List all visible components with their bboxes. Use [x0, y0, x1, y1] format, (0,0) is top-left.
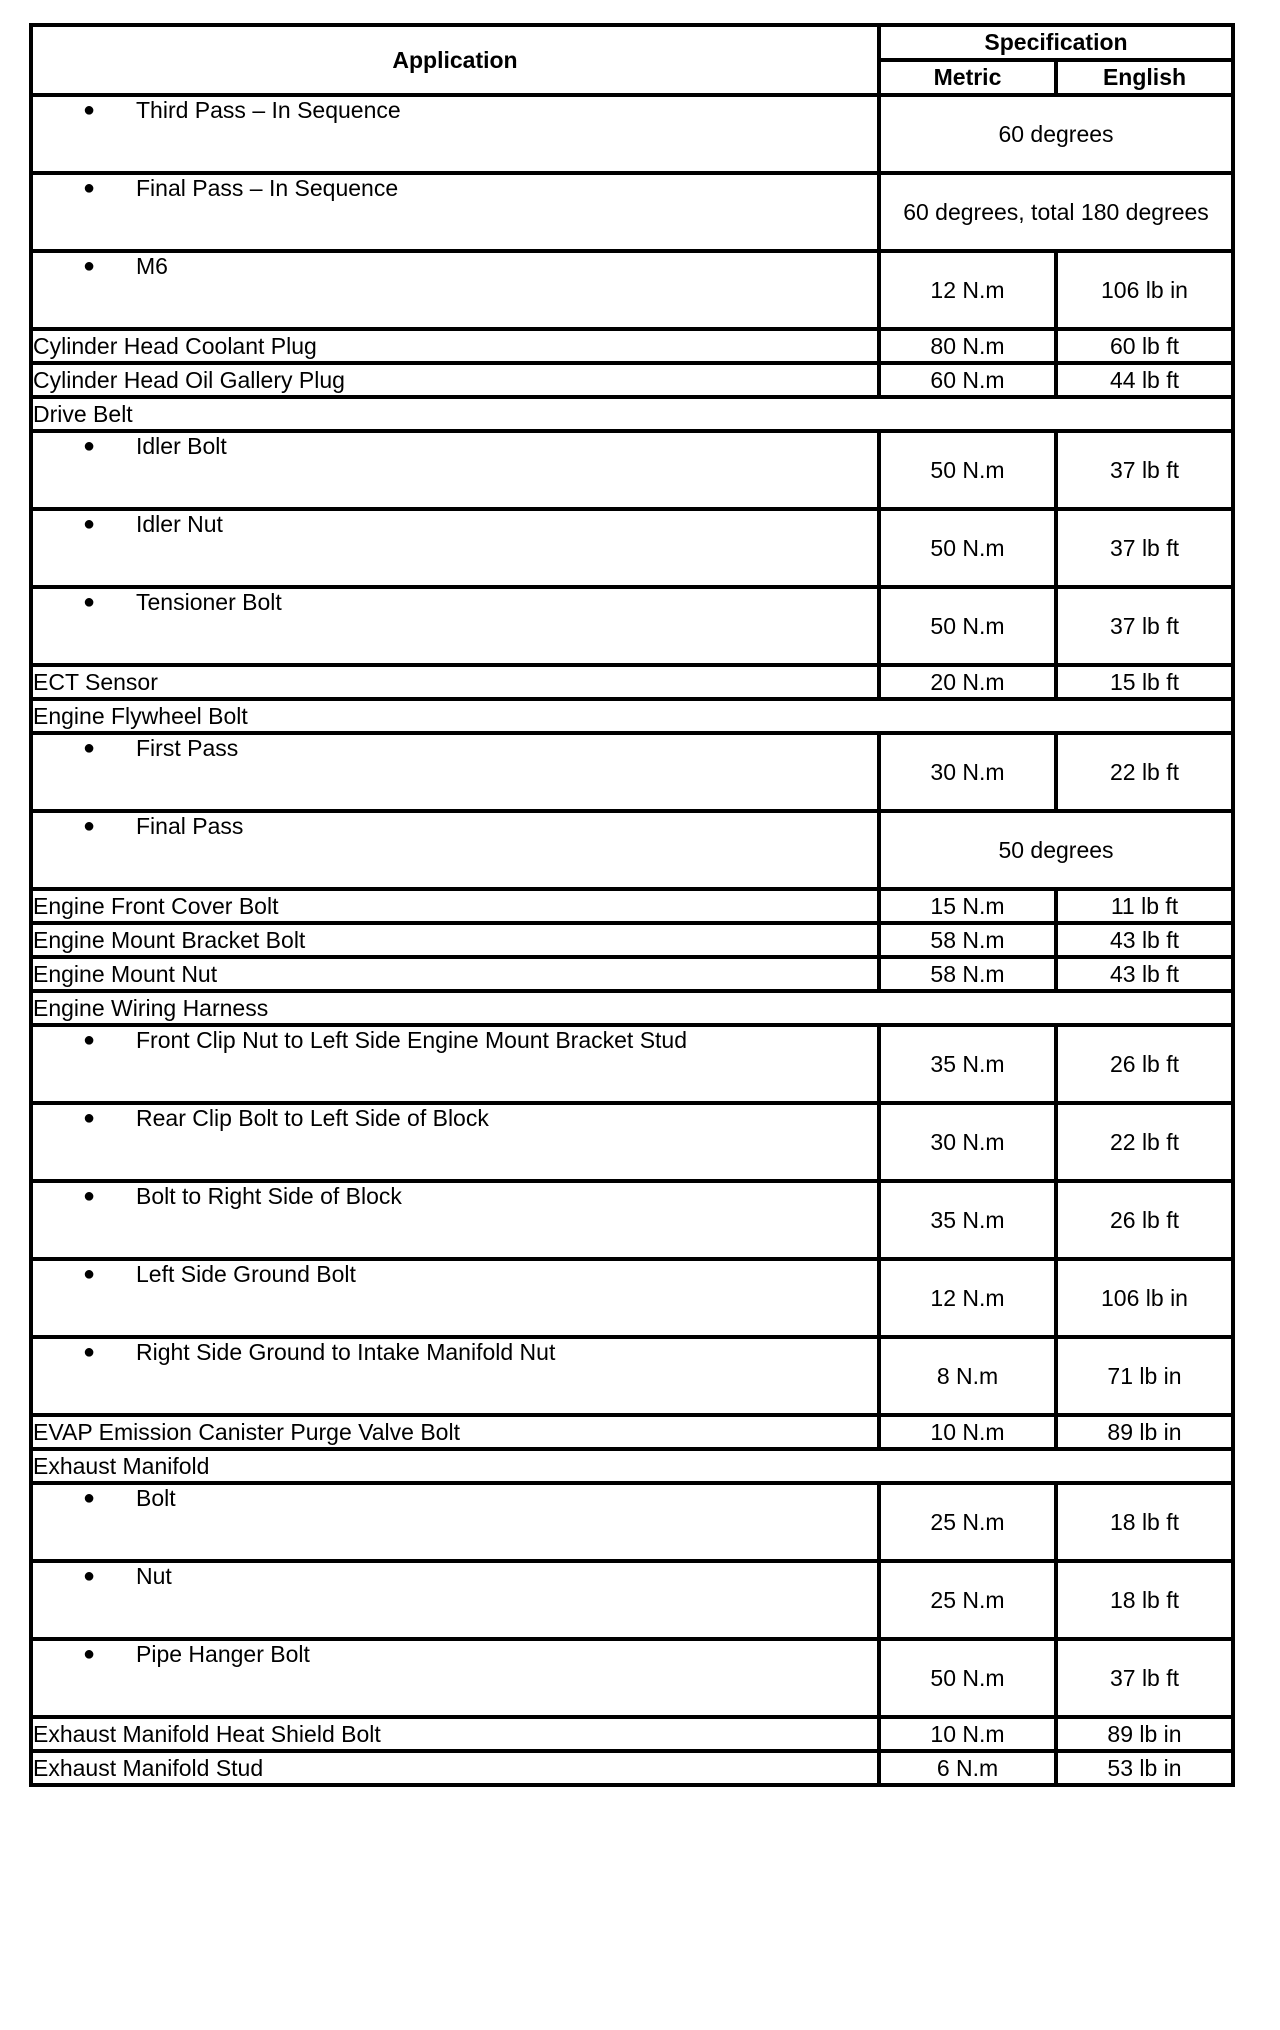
table-row: [31, 1025, 1233, 1103]
application-label: Cylinder Head Coolant Plug: [31, 329, 879, 363]
application-cell: [31, 95, 879, 173]
application-cell: [31, 1561, 879, 1639]
metric-value: 10 N.m: [879, 1717, 1056, 1751]
bullet-icon: ●: [83, 1341, 96, 1363]
bullet-icon: ●: [83, 1643, 96, 1665]
table-row: [31, 1337, 1233, 1415]
table-row: [31, 363, 1233, 397]
metric-value: 50 N.m: [879, 509, 1056, 587]
table-row: [31, 733, 1233, 811]
table-body: [31, 95, 1233, 1785]
header-specification: Specification: [879, 25, 1233, 60]
english-value: 18 lb ft: [1056, 1561, 1233, 1639]
application-label: Cylinder Head Oil Gallery Plug: [31, 363, 879, 397]
metric-value: 50 N.m: [879, 1639, 1056, 1717]
english-value: 89 lb in: [1056, 1717, 1233, 1751]
bullet-icon: ●: [83, 1487, 96, 1509]
section-label: Drive Belt: [31, 397, 1233, 431]
application-label: Third Pass – In Sequence: [136, 97, 401, 123]
application-label: Exhaust Manifold Heat Shield Bolt: [31, 1717, 879, 1751]
english-value: 15 lb ft: [1056, 665, 1233, 699]
application-label: EVAP Emission Canister Purge Valve Bolt: [31, 1415, 879, 1449]
english-value: 44 lb ft: [1056, 363, 1233, 397]
english-value: 60 lb ft: [1056, 329, 1233, 363]
metric-value: 58 N.m: [879, 923, 1056, 957]
metric-value: 80 N.m: [879, 329, 1056, 363]
application-label: Bolt to Right Side of Block: [136, 1183, 402, 1209]
table-row: [31, 1449, 1233, 1483]
table-row: [31, 889, 1233, 923]
table-row: [31, 329, 1233, 363]
application-cell: [31, 1337, 879, 1415]
application-label: Right Side Ground to Intake Manifold Nut: [136, 1339, 556, 1365]
application-label: First Pass: [136, 735, 239, 761]
table-row: [31, 699, 1233, 733]
bullet-icon: ●: [83, 1107, 96, 1129]
application-label: Tensioner Bolt: [136, 589, 282, 615]
english-value: 26 lb ft: [1056, 1025, 1233, 1103]
application-cell: [31, 173, 879, 251]
table-row: [31, 665, 1233, 699]
metric-value: 58 N.m: [879, 957, 1056, 991]
table-row: [31, 1259, 1233, 1337]
english-value: 37 lb ft: [1056, 587, 1233, 665]
metric-value: 25 N.m: [879, 1561, 1056, 1639]
metric-value: 8 N.m: [879, 1337, 1056, 1415]
application-label: Engine Front Cover Bolt: [31, 889, 879, 923]
application-label: Idler Bolt: [136, 433, 227, 459]
application-label: Final Pass: [136, 813, 244, 839]
english-value: 53 lb in: [1056, 1751, 1233, 1785]
table-row: [31, 991, 1233, 1025]
table-row: [31, 173, 1233, 251]
english-value: 43 lb ft: [1056, 923, 1233, 957]
section-label: Engine Wiring Harness: [31, 991, 1233, 1025]
bullet-icon: ●: [83, 255, 96, 277]
metric-value: 50 N.m: [879, 431, 1056, 509]
english-value: 11 lb ft: [1056, 889, 1233, 923]
metric-value: 12 N.m: [879, 251, 1056, 329]
application-label: Engine Mount Bracket Bolt: [31, 923, 879, 957]
table-row: [31, 509, 1233, 587]
english-value: 22 lb ft: [1056, 733, 1233, 811]
application-cell: [31, 587, 879, 665]
header-application: Application: [31, 25, 879, 95]
application-cell: [31, 1259, 879, 1337]
application-label: Exhaust Manifold Stud: [31, 1751, 879, 1785]
application-cell: [31, 811, 879, 889]
bullet-icon: ●: [83, 435, 96, 457]
application-cell: [31, 431, 879, 509]
specification-value: 60 degrees: [879, 95, 1233, 173]
application-label: Rear Clip Bolt to Left Side of Block: [136, 1105, 489, 1131]
english-value: 37 lb ft: [1056, 431, 1233, 509]
metric-value: 20 N.m: [879, 665, 1056, 699]
bullet-icon: ●: [83, 177, 96, 199]
table-row: [31, 1415, 1233, 1449]
english-value: 37 lb ft: [1056, 509, 1233, 587]
application-label: Idler Nut: [136, 511, 223, 537]
bullet-icon: ●: [83, 1263, 96, 1285]
table-row: [31, 1561, 1233, 1639]
section-label: Engine Flywheel Bolt: [31, 699, 1233, 733]
metric-value: 25 N.m: [879, 1483, 1056, 1561]
application-label: Bolt: [136, 1485, 176, 1511]
header-metric: Metric: [879, 60, 1056, 95]
table-row: [31, 957, 1233, 991]
header-english: English: [1056, 60, 1233, 95]
table-row: [31, 1751, 1233, 1785]
english-value: 18 lb ft: [1056, 1483, 1233, 1561]
bullet-icon: ●: [83, 1029, 96, 1051]
application-cell: [31, 251, 879, 329]
english-value: 43 lb ft: [1056, 957, 1233, 991]
table-row: [31, 95, 1233, 173]
specification-value: 50 degrees: [879, 811, 1233, 889]
table-row: [31, 251, 1233, 329]
bullet-icon: ●: [83, 1185, 96, 1207]
torque-spec-table: [29, 23, 1235, 1787]
application-cell: [31, 1483, 879, 1561]
application-cell: [31, 1639, 879, 1717]
metric-value: 30 N.m: [879, 1103, 1056, 1181]
application-label: M6: [136, 253, 168, 279]
application-label: Left Side Ground Bolt: [136, 1261, 356, 1287]
metric-value: 6 N.m: [879, 1751, 1056, 1785]
specification-value: 60 degrees, total 180 degrees: [879, 173, 1233, 251]
table-row: [31, 1103, 1233, 1181]
bullet-icon: ●: [83, 815, 96, 837]
english-value: 106 lb in: [1056, 1259, 1233, 1337]
metric-value: 15 N.m: [879, 889, 1056, 923]
table-row: [31, 397, 1233, 431]
table-row: [31, 1717, 1233, 1751]
table-row: [31, 587, 1233, 665]
metric-value: 35 N.m: [879, 1025, 1056, 1103]
bullet-icon: ●: [83, 513, 96, 535]
metric-value: 35 N.m: [879, 1181, 1056, 1259]
bullet-icon: ●: [83, 737, 96, 759]
application-label: Final Pass – In Sequence: [136, 175, 399, 201]
application-label: ECT Sensor: [31, 665, 879, 699]
application-label: Nut: [136, 1563, 172, 1589]
section-label: Exhaust Manifold: [31, 1449, 1233, 1483]
english-value: 89 lb in: [1056, 1415, 1233, 1449]
table-row: [31, 923, 1233, 957]
english-value: 26 lb ft: [1056, 1181, 1233, 1259]
table-row: [31, 431, 1233, 509]
metric-value: 30 N.m: [879, 733, 1056, 811]
application-cell: [31, 1025, 879, 1103]
application-cell: [31, 733, 879, 811]
bullet-icon: ●: [83, 99, 96, 121]
application-label: Engine Mount Nut: [31, 957, 879, 991]
english-value: 37 lb ft: [1056, 1639, 1233, 1717]
bullet-icon: ●: [83, 591, 96, 613]
english-value: 71 lb in: [1056, 1337, 1233, 1415]
english-value: 22 lb ft: [1056, 1103, 1233, 1181]
table-row: [31, 1639, 1233, 1717]
metric-value: 50 N.m: [879, 587, 1056, 665]
application-label: Pipe Hanger Bolt: [136, 1641, 310, 1667]
application-cell: [31, 509, 879, 587]
application-label: Front Clip Nut to Left Side Engine Mount Bracket Stud: [136, 1027, 688, 1053]
metric-value: 12 N.m: [879, 1259, 1056, 1337]
application-cell: [31, 1103, 879, 1181]
metric-value: 60 N.m: [879, 363, 1056, 397]
metric-value: 10 N.m: [879, 1415, 1056, 1449]
english-value: 106 lb in: [1056, 251, 1233, 329]
table-row: [31, 1181, 1233, 1259]
table-row: [31, 811, 1233, 889]
table-row: [31, 1483, 1233, 1561]
application-cell: [31, 1181, 879, 1259]
bullet-icon: ●: [83, 1565, 96, 1587]
